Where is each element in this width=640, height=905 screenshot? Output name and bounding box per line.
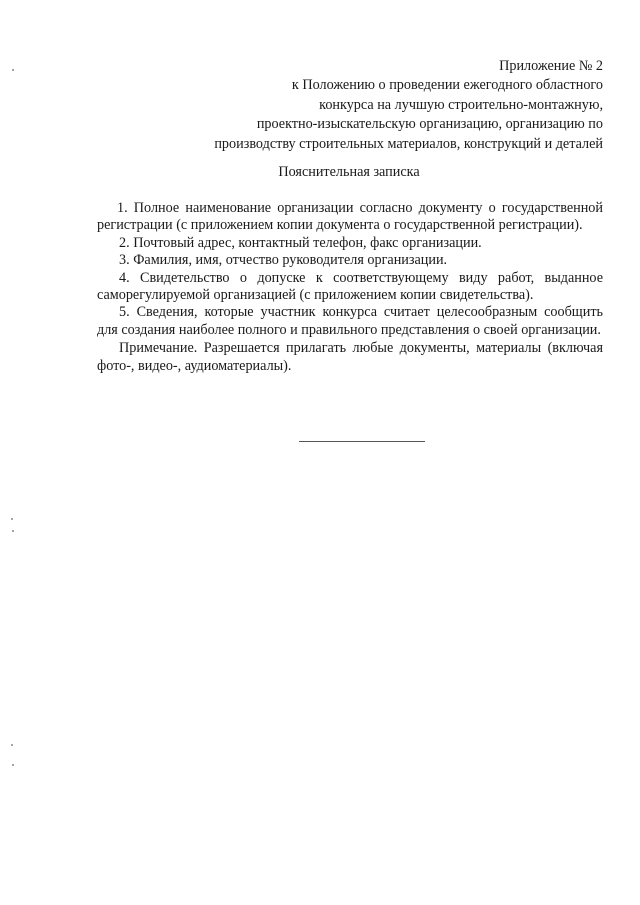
scan-speck bbox=[12, 530, 14, 532]
appendix-header bbox=[143, 57, 603, 154]
document-title: Пояснительная записка bbox=[278, 164, 420, 180]
note-paragraph: Примечание. Разрешается прилагать любые документы, материалы (включая фото-, видео-, аудиоматериалы). bbox=[97, 340, 603, 374]
appendix-number: Приложение № 2 bbox=[499, 58, 603, 74]
scan-speck bbox=[12, 69, 14, 71]
list-item-3: 3. Фамилия, имя, отчество руководителя организации. bbox=[119, 252, 448, 269]
scan-speck bbox=[11, 744, 13, 746]
document-body bbox=[97, 200, 603, 375]
list-item-1: 1. Полное наименование организации согласно документу о государственной регистрации (с приложением копии документа о государственной регистрации). bbox=[97, 200, 603, 234]
appendix-reference-line-2: конкурса на лучшую строительно-монтажную, bbox=[319, 96, 603, 113]
scan-speck bbox=[11, 518, 13, 520]
list-item-2: 2. Почтовый адрес, контактный телефон, факс организации. bbox=[119, 234, 482, 251]
appendix-reference-line-1: к Положению о проведении ежегодного областного bbox=[291, 77, 603, 94]
appendix-reference-line-4: производству строительных материалов, конструкций и деталей bbox=[214, 135, 603, 152]
scan-speck bbox=[12, 764, 14, 766]
separator-line bbox=[299, 441, 425, 442]
list-item-4: 4. Свидетельство о допуске к соответствующему виду работ, выданное саморегулируемой организацией (с приложением копии свидетельства). bbox=[97, 269, 603, 304]
appendix-reference-line-3: проектно-изыскательскую организацию, организацию по bbox=[256, 116, 603, 133]
list-item-5: 5. Сведения, которые участник конкурса считает целесообразным сообщить для создания наиболее полного и правильного представления о своей организации. bbox=[97, 304, 603, 338]
